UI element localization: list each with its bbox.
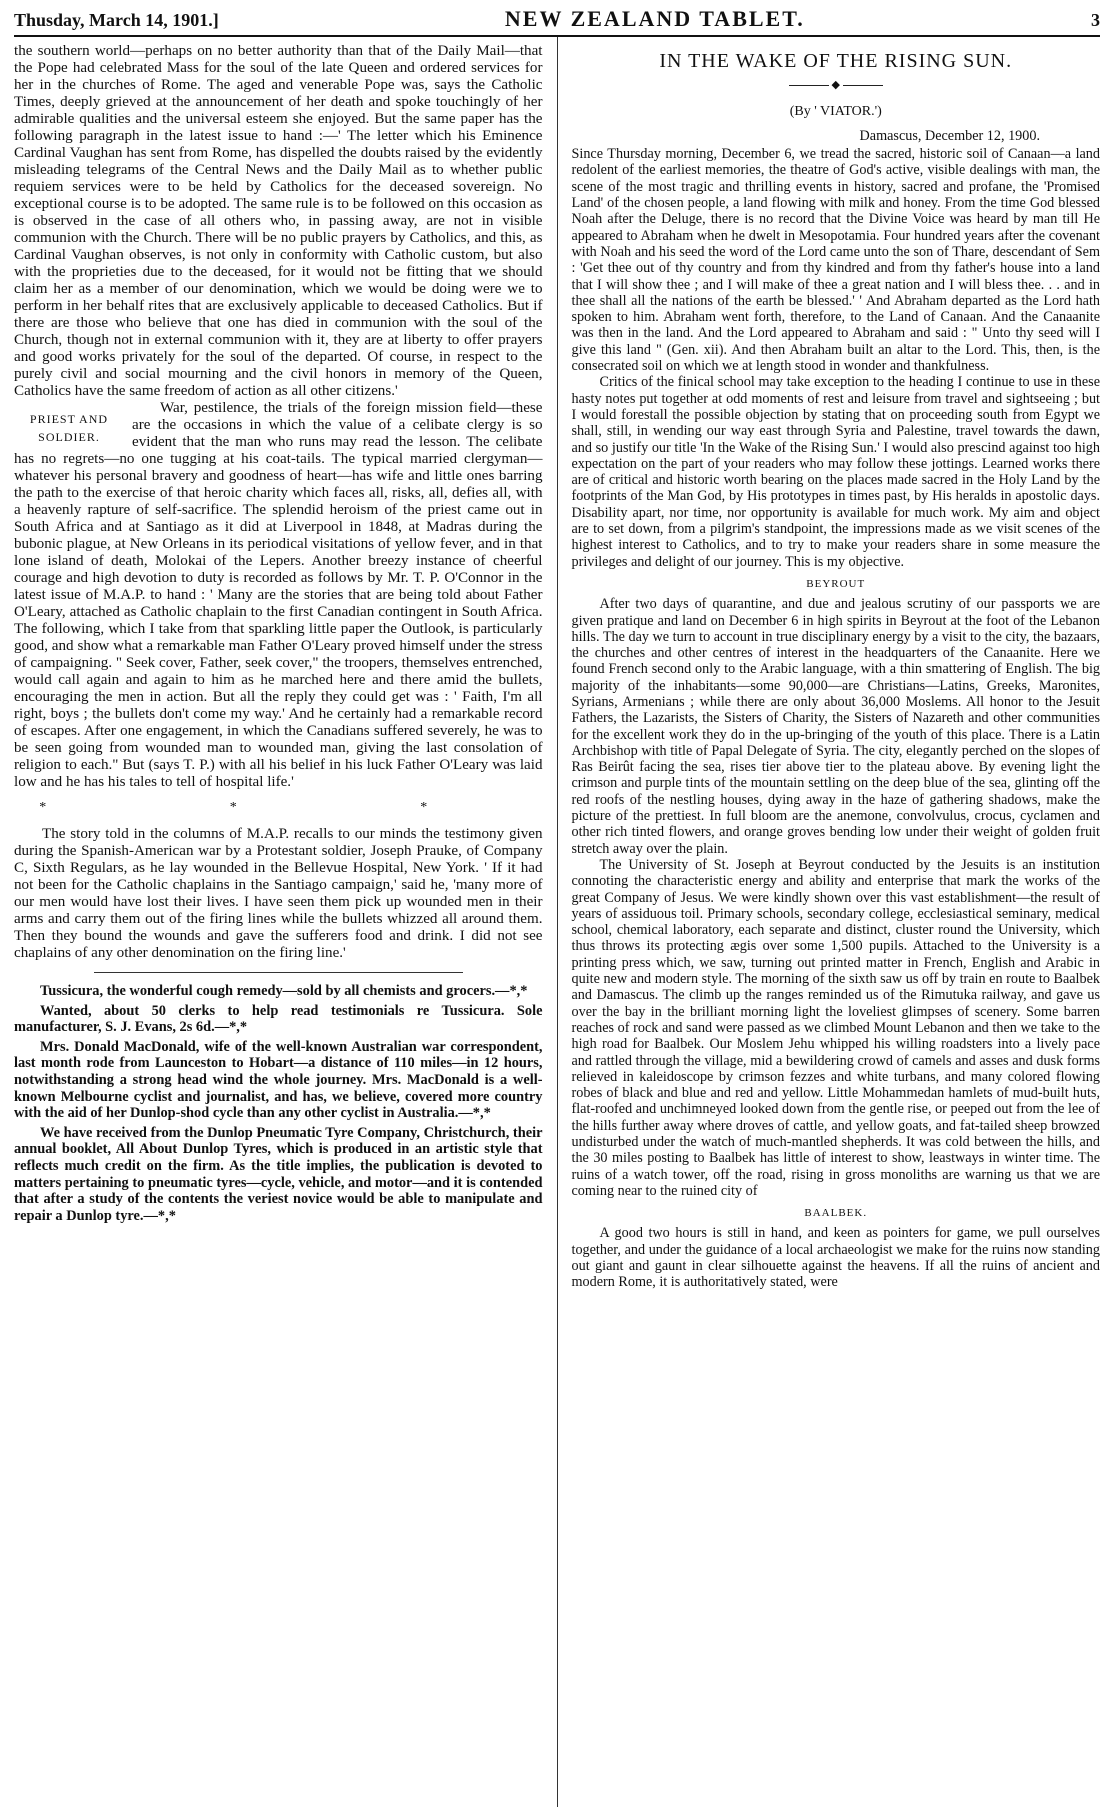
masthead-title: NEW ZEALAND TABLET. (504, 6, 805, 31)
notices (14, 983, 543, 1224)
section-subheading: BEYROUT (806, 577, 866, 590)
notice-item: We have received from the Dunlop Pneumatic Tyre Company, Christchurch, their annual booklet, All About Dunlop Tyres, which is produced in an artistic style that reflects much credit on the firm. As the title implies, the publication is devoted to matters pertaining to pneumatic tyres—cycle, vehicle, and motor—and it is contended that after a study of the contents the veriest novice would be able to manipulate and repair a Dunlop tyre.—*,* (14, 1124, 543, 1224)
dateline: Damascus, December 12, 1900. (859, 127, 1040, 144)
page-header (14, 6, 1100, 37)
left-column (14, 37, 558, 1807)
section-side-heading: PRIEST AND SOLDIER. (29, 412, 109, 444)
notice-item: Wanted, about 50 clerks to help read testimonials re Tussicura. Sole manufacturer, S. J. Evans, 2s 6d.—*,* (14, 1002, 543, 1036)
article-paragraph: Critics of the finical school may take exception to the heading I continue to use in these hasty notes put together at odd moments of rest and leisure from travel and sightseeing ; but I would forestall the possible objection by stating that on proceeding south from Egypt we shall, still, in wending our way east through Syria and Palestine, travel towards the dawn, and so justify our title 'In the Wake of the Rising Sun.' I would also prescind against too high expectation on the part of your readers who may follow these jottings. Learned works there are of critical and historic worth bearing on the places made sacred in the Holy Land by the footprints of the Man God, by His prototypes in times past, by His heralds in apostolic days. Disability apart, nor time, nor opportunity is available for much work. My aim and object are to set down, from a pilgrim's standpoint, the impressions made as we visit scenes of the highest interest to Catholics, and to try to make your readers share in some measure the privileges and delight of our journey. This is my objective. (571, 374, 1100, 570)
article-paragraph: Since Thursday morning, December 6, we tread the sacred, historic soil of Canaan—a land redolent of the earliest memories, the theatre of God's active, visible dealings with man, the scene of the most tragic and thrilling events in history, sacred and profane, the 'Promised Land' of the chosen people, a land flowing with milk and honey. From the time God blessed Noah after the Deluge, there is no record that the Divine Voice was heard by man till He appeared to Abraham when he dwelt in Mesopotamia. Four hundred years after the covenant with Noah and his seed the word of the Lord came unto the son of Thare, descendant of Sem : 'Get thee out of thy country and from thy kindred and from thy father's house into a land that I will show thee ; and I will make of thee a great nation and I will bless thee. . . and in thee shall all the nations of the earth be blessed.' ' And Abraham departed as the Lord hath spoken to him. Abraham went forth, therefore, to the Land of Canaan. And the Canaanite was then in the land. And the Lord appeared to Abraham and said : " Unto thy seed will I give this land " (Gen. xii). And then Abraham built an altar to the Lord. This, then, is the consecrated soil on which we at length stood in wonder and thankfulness. (571, 146, 1100, 375)
notice-item: Tussicura, the wonderful cough remedy—sold by all chemists and grocers.—*,* (40, 983, 528, 999)
title-ornament: ◆ (572, 77, 1101, 93)
article-paragraph: A good two hours is still in hand, and keen as pointers for game, we pull ourselves together, and under the guidance of a local archaeologist we make for the ruins now standing out giant and gaunt in clear silhouette against the heavens. If all the ruins of ancient and modern Rome, it is authoritatively stated, were (571, 1225, 1100, 1291)
article-paragraph: the southern world—perhaps on no better authority than that of the Daily Mail—that the Pope had celebrated Mass for the soul of the late Queen and ordered services for her in the churches of Rome. The aged and venerable Pope was, says the Catholic Times, deeply grieved at the announcement of her death and spoke touchingly of her admirable qualities and the universal esteem she enjoyed. But the same paper has the following paragraph in the latest issue to hand :—' The letter which his Eminence Cardinal Vaughan has sent from Rome, has dispelled the doubts raised by the evidently misleading telegrams of the Central News and the Daily Mail as to whether public requiem services were to be held by Catholics for the deceased sovereign. No exceptional course is to be adopted. The same rule is to be followed on this occasion as is observed in the case of all others who, in passing away, are not in visible communion with the Church. There will be no public prayers by Catholics, and this, as Cardinal Vaughan observes, is not only in conformity with Catholic custom, but also with the proprieties due to the deceased, for it would not be fitting that we should claim her as a member of our denomination, which we would be doing were we to perform in her behalf rites that are exclusively applicable to deceased Catholics. But if there are those who believe that one has died in communion with the soul of the Church, though not in external communion with it, they are at liberty to offer prayers and good works privately for the soul of the departed. Of course, in respect to the purely civil and social mourning and the civil honors in memory of the Queen, Catholics have the same freedom of action as all other citizens.' (14, 43, 543, 399)
columns (14, 37, 1100, 1807)
article-title: IN THE WAKE OF THE RISING SUN. (659, 50, 1013, 72)
section-separator: * * * (39, 800, 518, 815)
page-number: 3 (1090, 10, 1100, 30)
header-date: Thusday, March 14, 1901.] (14, 10, 219, 30)
right-column (558, 37, 1101, 1807)
article-paragraph: After two days of quarantine, and due and jealous scrutiny of our passports we are given pratique and land on December 6 in high spirits in Beyrout at the foot of the Lebanon hills. The day we turn to account in true disciplinary energy by a visit to the city, the bazaars, the churches and other centres of interest in the headquarters of the Canaanite. Here we found French second only to the Arabic language, with a thin smattering of English. The big majority of the inhabitants—some 90,000—are Christians—Latins, Greeks, Maronites, Syrians, Armenians ; while there are only about 36,000 Moslems. All honor to the Jesuit Fathers, the Lazarists, the Sisters of Charity, the Sisters of Nazareth and other communities for the excellent work they do in the up-bringing of the youth of this place. There is a Latin Archbishop with title of Papal Delegate of Syria. The city, elegantly perched on the slopes of Ras Beirût facing the sea, rises tier above tier to the plateau above. By evening light the crimson and purple tints of the mountain settling on the deep blue of the sea, glinting off the red roofs of the nestling houses, dying away in the haze of gathering shadows, make the picture of the prettiest. In full bloom are the anemone, convolvulus, crocus, cyclamen and other rich tinted flowers, and orange groves bending low under their weight of golden fruit stretch away over the plain. (571, 596, 1100, 857)
article-paragraph: The University of St. Joseph at Beyrout conducted by the Jesuits is an institution connoting the characteristic energy and ability and enterprise that mark the works of the great Company of Jesus. We were kindly shown over this vast establishment—the result of years of assiduous toil. Primary schools, secondary college, ecclesiastical seminary, medical school, chemical laboratory, each separate and distinct, cluster round the University, which thus throws its protecting ægis over some 1,500 pupils. Attached to the University is a printing press which, we saw, turning out printed matter in French, English and Arabic in quite new and modern style. The morning of the sixth saw us off by train en route to Baalbek and Damascus. The climb up the ranges reminded us of the Rimutuka railway, and gave us over the bay in the brilliant morning light the loveliest glimpses of scenery. Some barren reaches of rock and sand were passed as we climbed Mount Lebanon and then we take to the high road for Baalbek. Our Moslem Jehu whipped his willing roadsters into a lively pace and rattled through the village, mid a bewildering crowd of camels and asses and dusk forms relieved in kaleidoscope by crimson fezzes and white turbans, and many colored flowing robes of black and blue and red and yellow. Little Mohammedan hamlets of mud-built huts, flat-roofed and unchimneyed looked down from the gentle rise, or peeped out from the lee of the hills further away where droves of cattle, and yellow goats, and fat-tailed sheep browzed undisturbed under the watch of much-mantled shepherds. It was cold between the hills, and the 30 miles posting to Baalbek has little of interest to show, leastways in winter time. The ruins of a watch tower, off the road, rising in gross monoliths are warning us that we are coming near to the ruined city of (571, 856, 1100, 1199)
article-paragraph: The story told in the columns of M.A.P. recalls to our minds the testimony given during the Spanish-American war by a Protestant soldier, Joseph Prauke, of Company C, Sixth Regulars, as he lay wounded in the Bellevue Hospital, New York. ' If it had not been for the Catholic chaplains in the Santiago campaign,' said he, 'many more of our men would have lost their lives. I have seen them pick up wounded men in their arms and carry them out of the firing lines while the bullets whizzed all around them. Then they bound the wounds and gave the sufferers food and drink. I did not see chaplains of any other denomination on the firing line.' (14, 826, 543, 961)
section-subheading: BAALBEK. (804, 1207, 868, 1220)
article-paragraph: War, pestilence, the trials of the foreign mission field—these are the occasions in which the value of a celibate clergy is so evident that the man who runs may read the lesson. The celibate has no regrets—no one tugging at his coat-tails. The typical married clergyman—whatever his personal bravery and goodness of heart—has wife and little ones barring the path to the exercise of that heroic charity which faces all, risks, all, defies all, with a heavenly rapture of self-sacrifice. The splendid heroism of the priest came out in South Africa and at Santiago as it did at Liverpool in 1848, at Madras during the bubonic plague, at New Orleans in its periodical visitations of yellow fever, and in that lone island of death, Molokai of the Lepers. Another breezy instance of cheerful courage and high devotion to duty is recorded as follows by Mr. T. P. O'Connor in the latest issue of M.A.P. to hand : ' Many are the stories that are being told about Father O'Leary, attached as Catholic chaplain to the first Canadian contingent in South Africa. The following, which I take from that sparkling little paper the Outlook, is particularly good, and show what a remarkable man Father O'Leary proved himself under the stress of campaigning. " Seek cover, Father, seek cover," the troopers, themselves entrenched, would call again and again to him as he marched here and there amid the bullets, encouraging the men in action. But all the reply they could get was : ' Faith, I'm all right, boys ; the bullets don't come my way.' And he certainly had a remarkable record of escapes. After one engagement, in which the Canadians suffered severely, he was to be seen going from wounded man to wounded man, giving the last consolation of religion to each." But (says T. P.) with all his belief in his luck Father O'Leary was laid low and he has his tales to tell of hospital life.' (14, 400, 543, 790)
byline: (By ' VIATOR.') (789, 103, 882, 119)
divider (94, 972, 463, 973)
notice-item: Mrs. Donald MacDonald, wife of the well-known Australian war correspondent, last month rode from Launceston to Hobart—a distance of 110 miles—in 12 hours, notwithstanding a strong head wind the whole journey. Mrs. MacDonald is a well-known Melbourne cyclist and journalist, and has, we believe, covered more country with the aid of her Dunlop-shod cycle than any other cyclist in Australia.—*,* (14, 1038, 543, 1122)
